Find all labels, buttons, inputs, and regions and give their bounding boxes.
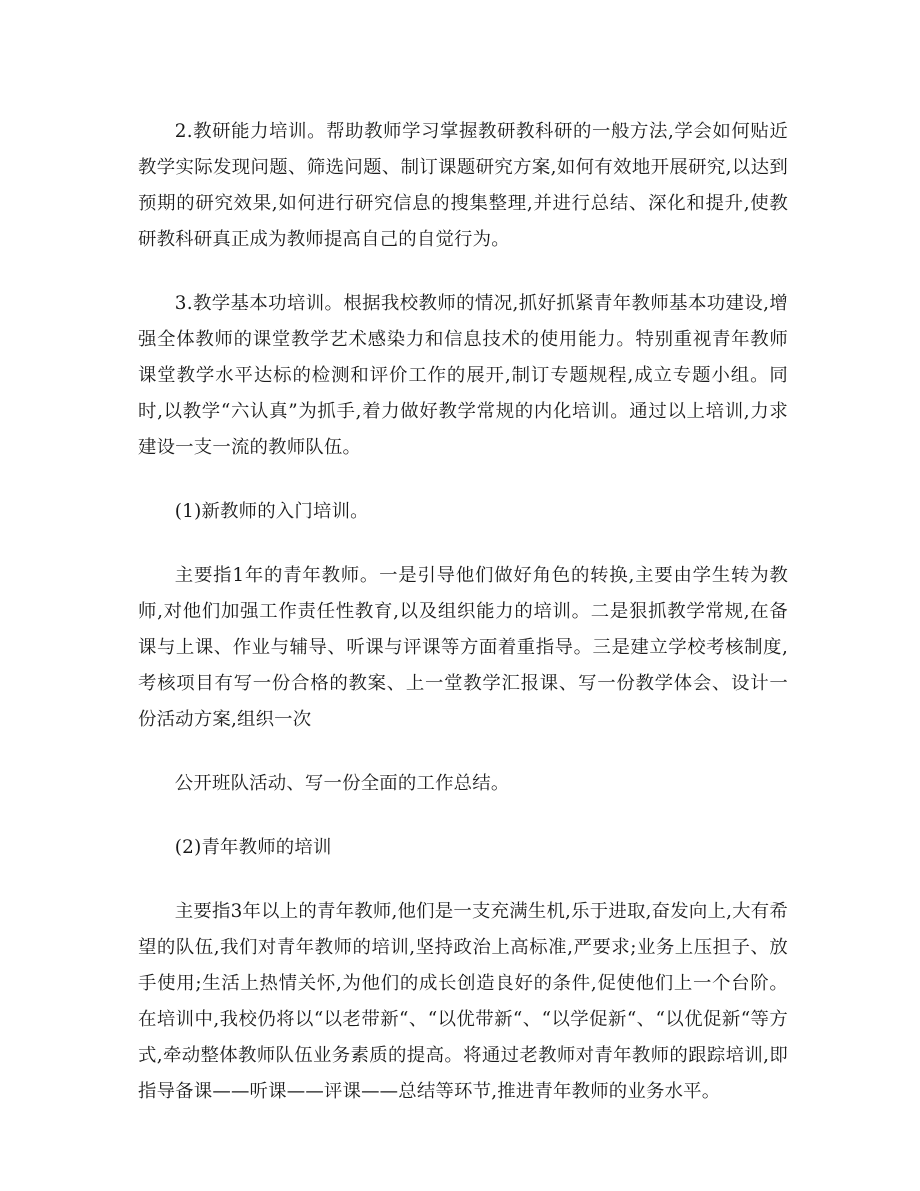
paragraph-young-teacher-heading: (2)青年教师的培训 bbox=[174, 837, 332, 858]
paragraph-young-teacher-body: 主要指3年以上的青年教师,他们是一支充满生机,乐于进取,奋发向上,大有希望的队伍,我们对青年教师的培训,坚持政治上高标准,严要求;业务上压担子、放手使用;生活上热情关怀,为他们的成长创造良好的条件,促使他们上一个台阶。在培训中,我校仍将以“以老带新“、“以优带新“、“以学促新“、“以优促新“等方式,牵动整体教师队伍业务素质的提高。将通过老教师对青年教师的跟踪培训,即指导备课——听课——评课——总结等环节,推进青年教师的业务水平。 bbox=[138, 901, 788, 1102]
document-page bbox=[138, 114, 788, 1110]
paragraph-new-teacher-continuation: 公开班队活动、写一份全面的工作总结。 bbox=[174, 773, 510, 794]
paragraph-basic-skills-training: 3.教学基本功培训。根据我校教师的情况,抓好抓紧青年教师基本功建设,增强全体教师的课堂教学艺术感染力和信息技术的使用能力。特别重视青年教师课堂教学水平达标的检测和评价工作的展开,制订专题规程,成立专题小组。同时,以教学“六认真”为抓手,着力做好教学常规的内化培训。通过以上培训,力求建设一支一流的教师队伍。 bbox=[138, 293, 788, 458]
paragraph-new-teacher-heading: (1)新教师的入门培训。 bbox=[174, 501, 369, 522]
paragraph-new-teacher-body: 主要指1年的青年教师。一是引导他们做好角色的转换,主要由学生转为教师,对他们加强工作责任性教育,以及组织能力的培训。二是狠抓教学常规,在备课与上课、作业与辅导、听课与评课等方面着重指导。三是建立学校考核制度,考核项目有写一份合格的教案、上一堂教学汇报课、写一份教学体会、设计一份活动方案,组织一次 bbox=[138, 565, 788, 730]
paragraph-teaching-research-training: 2.教研能力培训。帮助教师学习掌握教研教科研的一般方法,学会如何贴近教学实际发现问题、筛选问题、制订课题研究方案,如何有效地开展研究,以达到预期的研究效果,如何进行研究信息的搜集整理,并进行总结、深化和提升,使教研教科研真正成为教师提高自己的自觉行为。 bbox=[138, 121, 788, 250]
